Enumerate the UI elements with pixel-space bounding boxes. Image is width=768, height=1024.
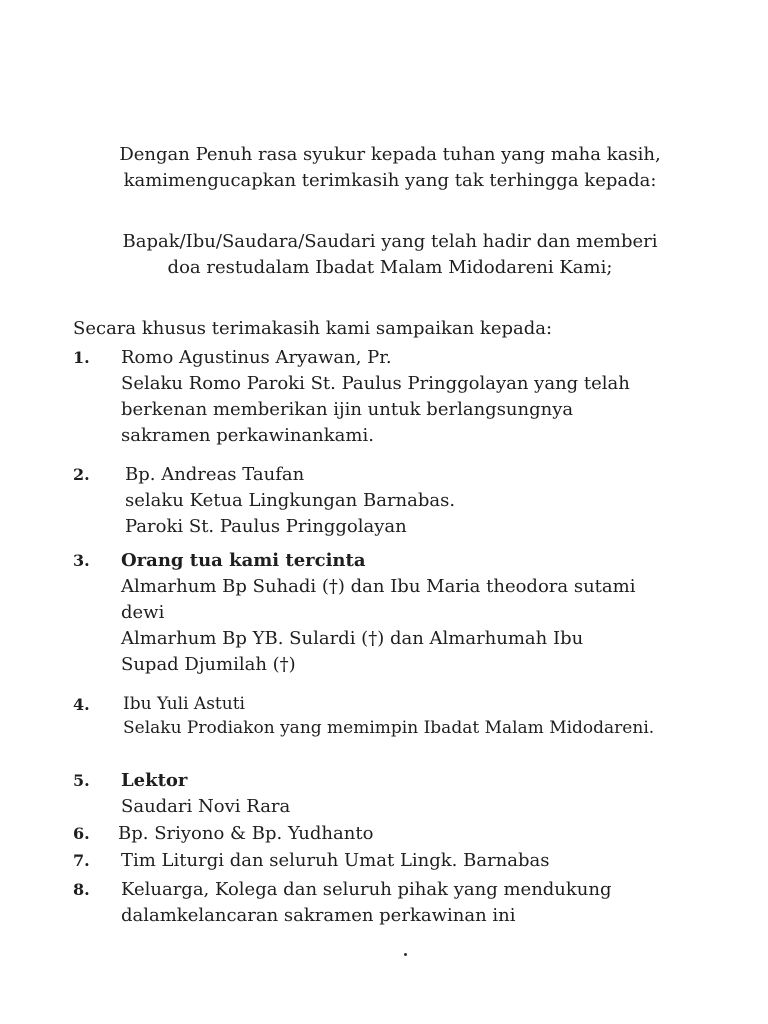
list-number: 4.: [73, 695, 90, 714]
item-line: Almarhum Bp Suhadi (†) dan Ibu Maria theodora sutami: [121, 576, 636, 597]
list-number: 7.: [73, 851, 90, 870]
item-heading: Lektor: [121, 770, 188, 791]
list-number: 6.: [73, 824, 90, 843]
item-line: dewi: [121, 602, 165, 623]
lead-sentence: Secara khusus terimakasih kami sampaikan kepada:: [73, 318, 553, 339]
item-line: Supad Djumilah (†): [121, 654, 296, 675]
intro-paragraph: [40, 142, 740, 194]
item-line: berkenan memberikan ijin untuk berlangsungnya: [121, 399, 574, 420]
item-line: sakramen perkawinankami.: [121, 425, 374, 446]
list-number: 3.: [73, 551, 90, 570]
item-line: Saudari Novi Rara: [121, 796, 291, 817]
item-line: Selaku Romo Paroki St. Paulus Pringgolayan yang telah: [121, 373, 630, 394]
intro-line: kamimengucapkan terimkasih yang tak terhingga kepada:: [123, 170, 657, 191]
item-line: selaku Ketua Lingkungan Barnabas.: [125, 490, 456, 511]
item-line: Ibu Yuli Astuti: [123, 694, 245, 714]
list-number: 2.: [73, 465, 90, 484]
item-heading: Orang tua kami tercinta: [121, 550, 366, 571]
item-line: Almarhum Bp YB. Sulardi (†) dan Almarhumah Ibu: [121, 628, 584, 649]
invitation-line: doa restudalam Ibadat Malam Midodareni Kami;: [167, 257, 613, 278]
list-number: 1.: [73, 348, 90, 367]
intro-line: Dengan Penuh rasa syukur kepada tuhan yang maha kasih,: [119, 144, 661, 165]
item-line: dalamkelancaran sakramen perkawinan ini: [121, 905, 516, 926]
list-number: 8.: [73, 880, 90, 899]
item-line: Tim Liturgi dan seluruh Umat Lingk. Barnabas: [121, 850, 550, 871]
list-number: 5.: [73, 771, 90, 790]
item-line: Bp. Sriyono & Bp. Yudhanto: [118, 823, 374, 844]
item-line: Romo Agustinus Aryawan, Pr.: [121, 347, 392, 368]
item-line: Paroki St. Paulus Pringgolayan: [125, 516, 407, 537]
item-line: Selaku Prodiakon yang memimpin Ibadat Malam Midodareni.: [123, 718, 655, 738]
invitation-line: Bapak/Ibu/Saudara/Saudari yang telah hadir dan memberi: [122, 231, 658, 252]
item-line: Bp. Andreas Taufan: [125, 464, 305, 485]
page-mark: [404, 953, 407, 956]
item-line: Keluarga, Kolega dan seluruh pihak yang mendukung: [121, 879, 612, 900]
invitation-paragraph: [40, 229, 740, 281]
